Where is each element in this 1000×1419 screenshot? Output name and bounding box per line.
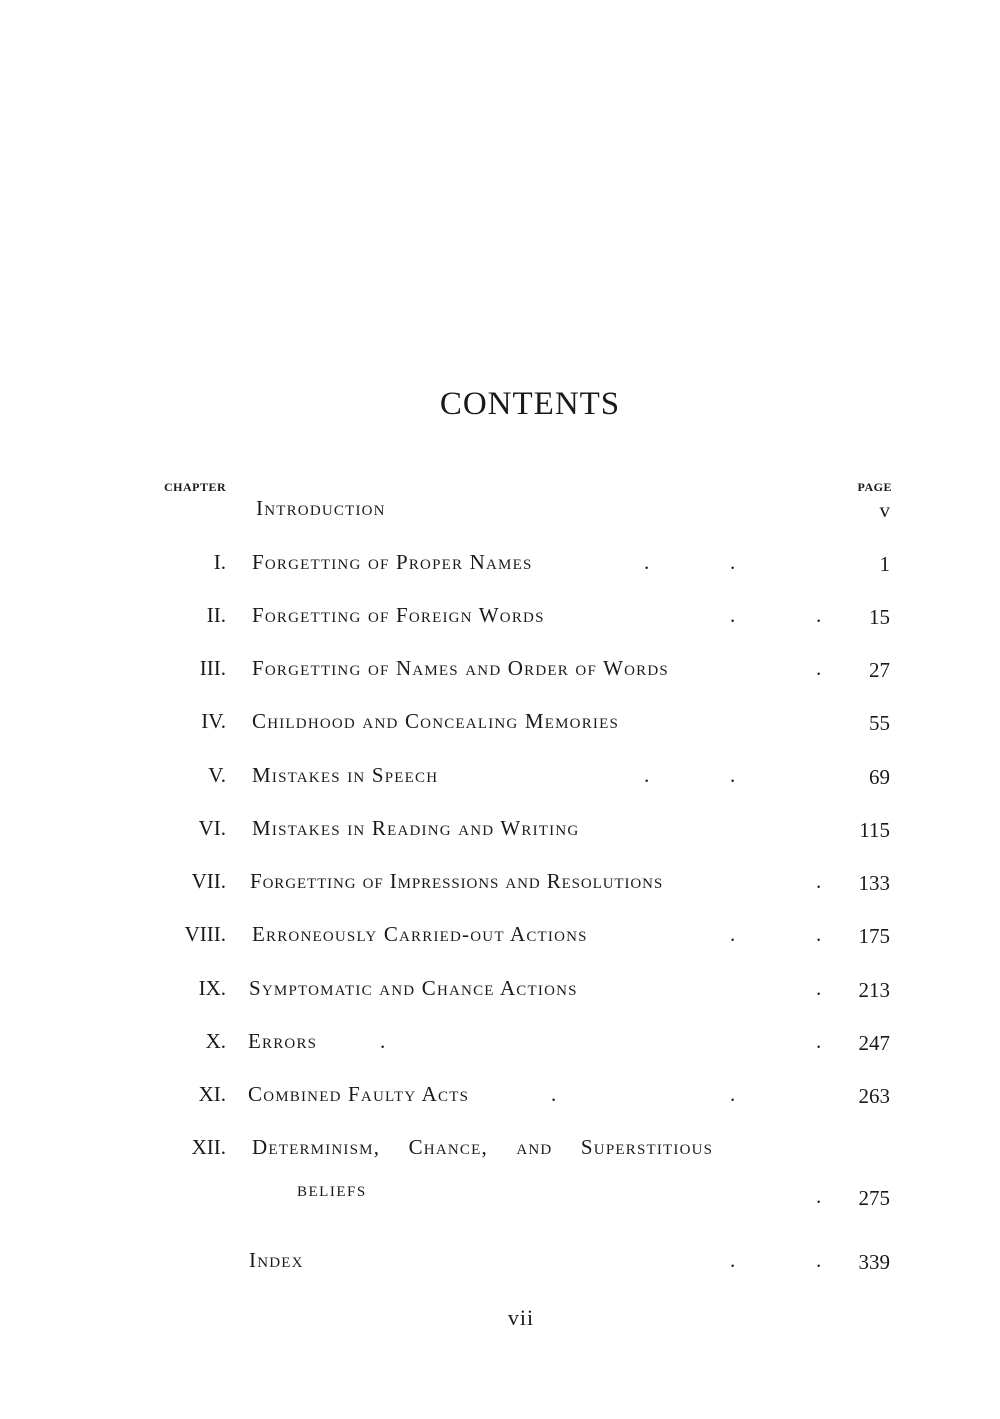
- toc-entry-page: 115: [859, 818, 890, 842]
- toc-entry-page: 247: [858, 1031, 890, 1055]
- toc-entry: [0, 922, 1000, 952]
- leader-dot: .: [816, 656, 822, 680]
- toc-entry-page: 175: [858, 924, 890, 948]
- toc-entry: [0, 1029, 1000, 1059]
- page-column-header: PAGE: [857, 480, 892, 494]
- toc-entry-number: X.: [205, 1029, 226, 1053]
- toc-entry: [0, 1082, 1000, 1112]
- toc-entry-number: V.: [208, 763, 226, 787]
- toc-entry-title: Introduction: [256, 496, 386, 520]
- toc-entry-continuation: [0, 1184, 1000, 1214]
- toc-entry-page: 1: [879, 552, 890, 576]
- toc-entry-page: 133: [858, 871, 890, 895]
- toc-entry-page: 27: [869, 658, 890, 682]
- toc-entry-title: Childhood and Concealing Memories: [252, 709, 620, 733]
- toc-entry: [0, 1135, 1000, 1165]
- toc-entry-number: I.: [213, 550, 226, 574]
- toc-entry-title: Erroneously Carried-out Actions: [252, 922, 588, 946]
- leader-dot: .: [816, 1184, 822, 1208]
- leader-dot: .: [816, 1029, 822, 1053]
- toc-entry-number: VI.: [198, 816, 226, 840]
- leader-dot: .: [730, 550, 736, 574]
- toc-entry-number: XII.: [191, 1135, 226, 1159]
- toc-entry-number: IV.: [201, 709, 226, 733]
- leader-dot: .: [816, 869, 822, 893]
- toc-entry-page: 339: [858, 1250, 890, 1274]
- toc-entry: [0, 550, 1000, 580]
- toc-entry-title: Errors: [248, 1029, 318, 1053]
- toc-entry-number: VIII.: [184, 922, 226, 946]
- toc-entry-page: 69: [869, 765, 890, 789]
- toc-entry-title: Determinism, Chance, and Superstitious: [252, 1135, 714, 1159]
- leader-dot: .: [816, 1248, 822, 1272]
- leader-dot: .: [551, 1082, 557, 1106]
- toc-entry-number: II.: [206, 603, 226, 627]
- toc-entry-title: Forgetting of Impressions and Resolutions: [250, 869, 664, 893]
- toc-entry-title-continuation: BELIEFS: [297, 1184, 367, 1200]
- leader-dot: .: [730, 603, 736, 627]
- leader-dot: .: [644, 763, 650, 787]
- toc-entry: [0, 1248, 1000, 1278]
- leader-dot: .: [730, 1248, 736, 1272]
- leader-dot: .: [816, 603, 822, 627]
- toc-entry-page: 15: [869, 605, 890, 629]
- toc-entry-page: 55: [869, 711, 890, 735]
- toc-entry-number: VII.: [191, 869, 226, 893]
- page-number: vii: [507, 1305, 535, 1330]
- toc-entry-title: Forgetting of Names and Order of Words: [252, 656, 669, 680]
- toc-entry-page: 213: [858, 978, 890, 1002]
- leader-dot: .: [730, 1082, 736, 1106]
- toc-entry: [0, 816, 1000, 846]
- toc-entry-title: Symptomatic and Chance Actions: [249, 976, 578, 1000]
- toc-entry: [0, 869, 1000, 899]
- toc-entry: [0, 763, 1000, 793]
- leader-dot: .: [816, 976, 822, 1000]
- toc-entry-page: 263: [858, 1084, 890, 1108]
- page-title: CONTENTS: [439, 386, 621, 422]
- leader-dot: .: [730, 922, 736, 946]
- chapter-column-header: CHAPTER: [164, 480, 227, 494]
- toc-entry-number: XI.: [198, 1082, 226, 1106]
- toc-entry-page: 275: [858, 1186, 890, 1210]
- toc-entry: [0, 656, 1000, 686]
- toc-entry: [0, 976, 1000, 1006]
- toc-entry-page: v: [879, 498, 890, 522]
- toc-entry-title: Forgetting of Proper Names: [252, 550, 533, 574]
- toc-entry-title: Index: [249, 1248, 304, 1272]
- toc-entry: [0, 496, 1000, 526]
- leader-dot: .: [730, 763, 736, 787]
- leader-dot: .: [644, 550, 650, 574]
- toc-entry-title: Mistakes in Speech: [252, 763, 439, 787]
- toc-entry-number: IX.: [198, 976, 226, 1000]
- leader-dot: .: [380, 1029, 386, 1053]
- toc-entry-title: Combined Faulty Acts: [248, 1082, 470, 1106]
- toc-entry-title: Mistakes in Reading and Writing: [252, 816, 580, 840]
- toc-entry: [0, 603, 1000, 633]
- toc-entry-number: III.: [199, 656, 226, 680]
- toc-entry: [0, 709, 1000, 739]
- toc-entry-title: Forgetting of Foreign Words: [252, 603, 545, 627]
- leader-dot: .: [816, 922, 822, 946]
